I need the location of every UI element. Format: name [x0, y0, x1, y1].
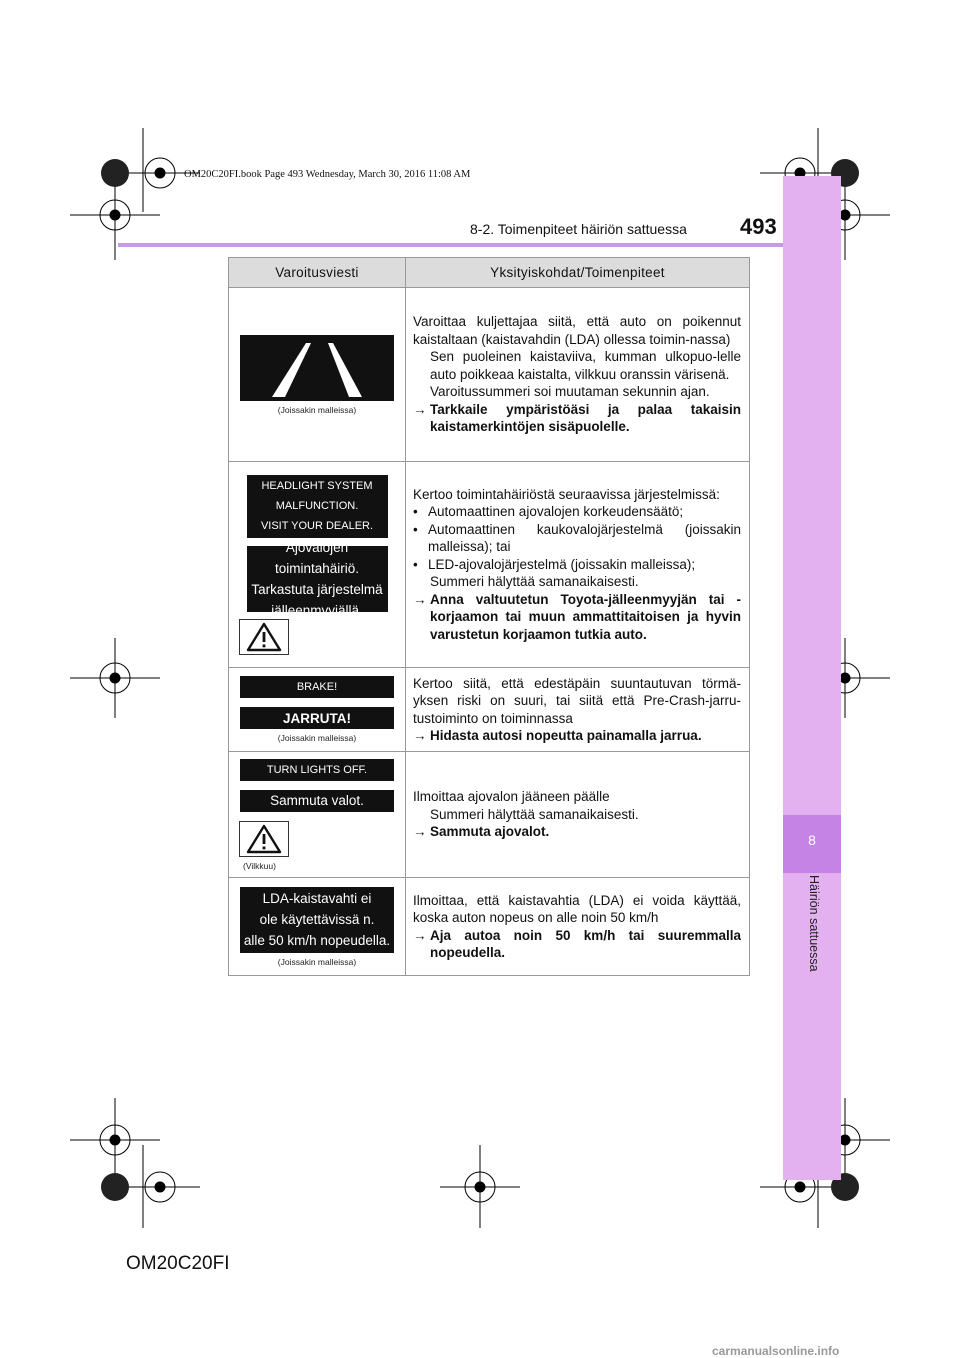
lane-departure-display — [240, 335, 394, 401]
brake-display-en: BRAKE! — [240, 676, 394, 698]
warning-message-table — [228, 257, 750, 976]
lane-lines-icon — [240, 335, 394, 401]
bullet-item: • Automaattinen ajovalojen korkeudensäätö; — [413, 504, 684, 520]
details-cell — [406, 752, 750, 878]
image-caption: (Joissakin malleissa) — [277, 404, 357, 415]
image-caption: (Joissakin malleissa) — [277, 956, 357, 967]
details-text: Kertoo siitä, että edestäpäin suuntautuvan törmä-yksen riski on suuri, tai siitä että Pre-Crash-jarru-tustoiminto on toiminnassa — [413, 675, 741, 726]
book-header: OM20C20FI.book Page 493 Wednesday, March 30, 2016 11:08 AM — [184, 169, 471, 180]
image-caption: (Joissakin malleissa) — [277, 733, 357, 743]
bullet-icon: • — [413, 556, 418, 572]
details-cell — [406, 288, 750, 462]
details-text: Kertoo toimintahäiriöstä seuraavissa järjestelmissä: — [413, 486, 720, 502]
action-arrow-icon: → — [413, 401, 427, 417]
column-header-details: Yksityiskohdat/Toimenpiteet — [406, 258, 750, 288]
action-text: → Sammuta ajovalot. — [413, 824, 550, 840]
message-image-cell — [229, 878, 406, 976]
action-text: → Tarkkaile ympäristöäsi ja palaa takaisin kaistamerkintöjen sisäpuolelle. — [413, 401, 741, 435]
details-cell — [406, 878, 750, 976]
warning-triangle-icon — [246, 824, 282, 854]
headlight-display-fi: Ajovalojen toimintahäiriö. Tarkastuta järjestelmä jälleenmyyjällä. — [247, 546, 388, 612]
table-row — [229, 462, 750, 668]
header-rule — [118, 243, 783, 247]
document-code: OM20C20FI — [126, 1253, 230, 1274]
table-row — [229, 878, 750, 976]
column-header-message: Varoitusviesti — [229, 258, 406, 288]
details-cell — [406, 462, 750, 668]
warning-light-box — [239, 619, 289, 655]
chapter-side-tab — [783, 176, 841, 1180]
action-arrow-icon: → — [413, 927, 427, 943]
brake-display-fi: JARRUTA! — [240, 707, 394, 729]
message-image-cell — [229, 668, 406, 752]
lights-display-fi: Sammuta valot. — [240, 790, 394, 812]
warning-light-box — [239, 821, 289, 857]
image-caption: (Vilkkuu) — [243, 860, 276, 871]
bullet-icon: • — [413, 504, 418, 520]
page-number: 493 — [740, 214, 777, 239]
chapter-number: 8 — [808, 832, 816, 848]
message-image-cell — [229, 752, 406, 878]
watermark: carmanualsonline.info — [712, 1344, 840, 1358]
details-text: Summeri hälyttää samanaikaisesti. — [430, 574, 639, 590]
table-row — [229, 668, 750, 752]
warning-triangle-icon — [246, 622, 282, 652]
table-row — [229, 288, 750, 462]
action-text: → Aja autoa noin 50 km/h tai suuremmalla nopeudella. — [413, 927, 741, 960]
action-text: → Hidasta autosi nopeutta painamalla jarrua. — [413, 728, 702, 743]
details-text: Summeri hälyttää samanaikaisesti. — [430, 806, 639, 822]
action-arrow-icon: → — [413, 591, 427, 607]
action-text: → Anna valtuutetun Toyota-jälleenmyyjän tai -korjaamon tai muun ammattitaitoisen ja hyvin varustetun korjaamon tutkia auto. — [413, 591, 741, 642]
action-arrow-icon: → — [413, 824, 427, 840]
headlight-display-en: HEADLIGHT SYSTEM MALFUNCTION. VISIT YOUR DEALER. — [247, 475, 388, 538]
message-image-cell — [229, 462, 406, 668]
table-header-row — [229, 258, 750, 288]
chapter-title: Häiriön sattuessa — [807, 875, 821, 972]
details-cell — [406, 668, 750, 752]
details-text: Varoittaa kuljettajaa siitä, että auto on poikennut kaistaltaan (kaistavahdin (LDA) ollessa toimin-nassa) — [413, 314, 741, 347]
section-title: 8-2. Toimenpiteet häiriön sattuessa — [470, 221, 687, 237]
lights-display-en: TURN LIGHTS OFF. — [240, 759, 394, 781]
details-text: Varoitussummeri soi muutaman sekunnin ajan. — [430, 384, 710, 400]
table-row — [229, 752, 750, 878]
lda-display-fi: LDA-kaistavahti ei ole käytettävissä n. alle 50 km/h nopeudella. — [240, 887, 394, 953]
message-image-cell — [229, 288, 406, 462]
details-text: Ilmoittaa ajovalon jääneen päälle — [413, 789, 610, 805]
details-text: Ilmoittaa, että kaistavahtia (LDA) ei voida käyttää, koska auton nopeus on alle noin 50 km/h — [413, 892, 741, 925]
bullet-item: • Automaattinen kaukovalojärjestelmä (joissakin malleissa); tai — [413, 521, 741, 555]
bullet-icon: • — [413, 521, 418, 537]
details-text: Sen puoleinen kaistaviiva, kumman ulkopuo-lelle auto poikkeaa kaistalta, vilkkuu oranssin värisenä. — [430, 349, 741, 382]
bullet-item: • LED-ajovalojärjestelmä (joissakin malleissa); — [413, 556, 696, 572]
action-arrow-icon: → — [413, 728, 427, 743]
